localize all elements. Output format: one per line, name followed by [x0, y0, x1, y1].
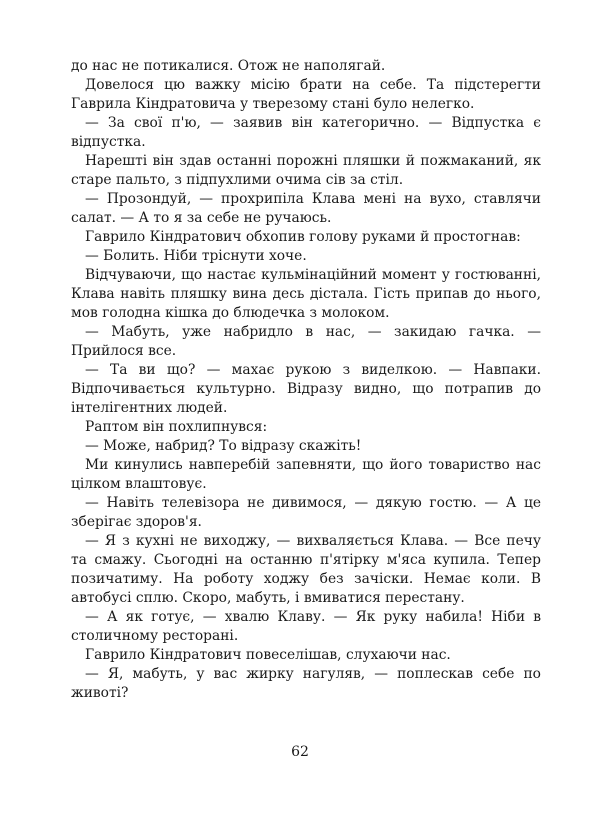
paragraph: Відчуваючи, що настає кульмінаційний момент у гостюванні, Клава навіть пляшку вина десь дістала. Гість припав до нього, мов голодна кішка до блюдечка з молоком. [71, 267, 541, 321]
paragraph: до нас не потикалися. Отож не наполягай. [71, 58, 386, 74]
paragraph: Довелося цю важку місію брати на себе. Та підстерегти Гаврила Кіндратовича у тверезому стані було нелегко. [71, 77, 541, 112]
body-text [71, 57, 541, 703]
paragraph: — Може, набрид? То відразу скажіть! [85, 438, 362, 454]
paragraph: — Навіть телевізора не дивимося, — дякую гостю. — А це зберігає здоров'я. [71, 495, 541, 530]
paragraph: — Я, мабуть, у вас жирку нагуляв, — поплескав себе по животі? [71, 666, 541, 701]
paragraph: — Я з кухні не виходжу, — вихваляється Клава. — Все печу та смажу. Сьогодні на останню п'ятірку м'яса купила. Тепер позичатиму. На роботу ходжу без зачіски. Немає коли. В автобусі сплю. Скоро, мабуть, і вмиватися перестану. [71, 533, 541, 606]
paragraph: Гаврило Кіндратович обхопив голову руками й простогнав: [85, 229, 521, 245]
paragraph: Гаврило Кіндратович повеселішав, слухаючи нас. [85, 647, 451, 663]
paragraph: Раптом він похлипнувся: [85, 419, 268, 435]
paragraph: — Та ви що? — махає рукою з виделкою. — Навпаки. Відпочивається культурно. Відразу видно, що потрапив до інтелігентних людей. [71, 362, 541, 416]
paragraph: — Болить. Ніби тріснути хоче. [85, 248, 307, 264]
paragraph: Нарешті він здав останні порожні пляшки й пожмаканий, як старе пальто, з підпухлими очима сів за стіл. [71, 153, 541, 188]
paragraph: — Мабуть, уже набридло в нас, — закидаю гачка. — Прийлося все. [71, 324, 541, 359]
paragraph: — За свої п'ю, — заявив він категорично. — Відпустка є відпустка. [71, 115, 541, 150]
paragraph: — Прозондуй, — прохрипіла Клава мені на вухо, ставлячи салат. — А то я за себе не ручаюсь. [71, 191, 541, 226]
page-number: 62 [291, 744, 309, 760]
paragraph: Ми кинулись навперебій запевняти, що його товариство нас цілком влаштовує. [71, 457, 541, 492]
paragraph: — А як готує, — хвалю Клаву. — Як руку набила! Ніби в столичному ресторані. [71, 609, 541, 644]
